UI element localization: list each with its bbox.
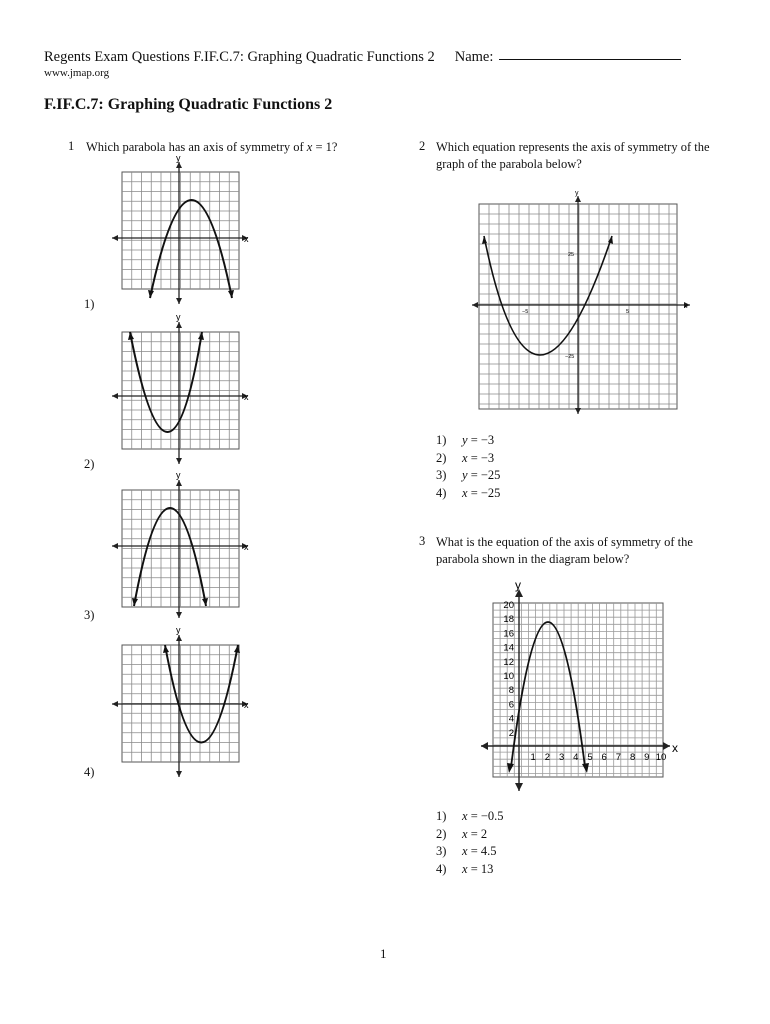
y-tick-label: 10	[503, 671, 514, 682]
exam-header	[44, 49, 681, 66]
y-tick-label: 20	[503, 600, 514, 611]
name-blank-line	[499, 58, 681, 60]
svg-text:x: x	[244, 392, 249, 402]
exam-title: Regents Exam Questions F.IF.C.7: Graphing Quadratic Functions 2	[44, 49, 435, 65]
x-tick-label: 5	[587, 752, 593, 763]
q1-graph-2	[110, 312, 255, 467]
x-tick-label: 8	[629, 752, 636, 763]
q2-graph	[470, 188, 695, 416]
grid	[122, 490, 239, 607]
svg-text:−5: −5	[522, 309, 529, 315]
question-2-text: Which equation represents the axis of symmetry of the graph of the parabola below?	[436, 140, 710, 171]
q1-graph-3	[110, 470, 255, 620]
svg-text:y: y	[515, 578, 521, 592]
svg-text:−25: −25	[565, 354, 575, 360]
svg-text:x: x	[244, 542, 249, 552]
y-tick-label: 2	[508, 727, 514, 739]
x-tick-label: 3	[558, 752, 565, 763]
y-tick-label: 14	[503, 642, 514, 654]
q2-choice-4: 4) x = −25	[436, 485, 501, 500]
x-tick-labels	[531, 752, 667, 763]
q3-choice-2: 2) x = 2	[436, 826, 488, 841]
q3-choice-3: 3) x = 4.5	[436, 844, 497, 858]
q1-option-2-label: 2)	[84, 457, 95, 471]
q2-choice-2: 2) x = −3	[436, 450, 495, 465]
q3-graph	[478, 577, 684, 795]
svg-text:x: x	[672, 741, 678, 755]
svg-text:5: 5	[626, 309, 630, 315]
q3-choice-1: 1) x = −0.5	[436, 809, 504, 823]
question-1-text: Which parabola has an axis of symmetry of x = 1?	[86, 140, 338, 154]
x-tick-label: 7	[615, 752, 622, 763]
q1-graph-4	[110, 625, 255, 780]
y-tick-label: 12	[503, 656, 514, 668]
q3-choices	[436, 808, 504, 878]
svg-text:x: x	[684, 303, 688, 310]
svg-text:y: y	[176, 470, 181, 480]
svg-text:y: y	[176, 625, 181, 635]
svg-text:25: 25	[568, 252, 575, 258]
svg-text:y: y	[575, 190, 579, 197]
y-tick-label: 16	[503, 628, 514, 640]
question-3-number: 3	[419, 534, 426, 548]
x-tick-label: 1	[530, 752, 536, 763]
y-tick-label: 8	[508, 685, 514, 697]
grid	[122, 172, 239, 289]
q2-choices	[436, 432, 500, 502]
x-tick-label: 6	[601, 752, 607, 763]
page-number: 1	[380, 946, 387, 961]
website: www.jmap.org	[44, 67, 110, 79]
svg-text:x: x	[244, 700, 249, 710]
y-tick-labels	[503, 600, 514, 739]
svg-text:x: x	[244, 234, 249, 244]
svg-text:y: y	[176, 312, 181, 322]
x-tick-label: 10	[655, 752, 667, 763]
q2-choice-3: 3) y = −25	[436, 468, 501, 482]
grid	[122, 332, 239, 449]
x-tick-label: 9	[644, 752, 650, 763]
q1-option-4-label: 4)	[84, 765, 95, 779]
q1-option-3-label: 3)	[84, 608, 95, 622]
page-title: F.IF.C.7: Graphing Quadratic Functions 2	[44, 96, 333, 113]
question-2-number: 2	[419, 139, 426, 153]
y-tick-label: 4	[508, 713, 514, 725]
y-tick-label: 18	[503, 614, 514, 626]
question-1-number: 1	[68, 139, 75, 153]
q1-option-1-label: 1)	[84, 297, 95, 311]
q2-choice-1: 1) y = −3	[436, 433, 495, 447]
x-tick-label: 4	[573, 752, 579, 763]
q1-graph-1	[110, 152, 255, 307]
question-3-text: What is the equation of the axis of symmetry of the parabola shown in the diagram below?	[436, 535, 693, 566]
y-tick-label: 6	[508, 699, 514, 711]
q3-choice-4: 4) x = 13	[436, 861, 494, 876]
name-label: Name:	[454, 49, 494, 65]
svg-text:y: y	[176, 153, 181, 163]
x-tick-label: 2	[544, 752, 551, 763]
